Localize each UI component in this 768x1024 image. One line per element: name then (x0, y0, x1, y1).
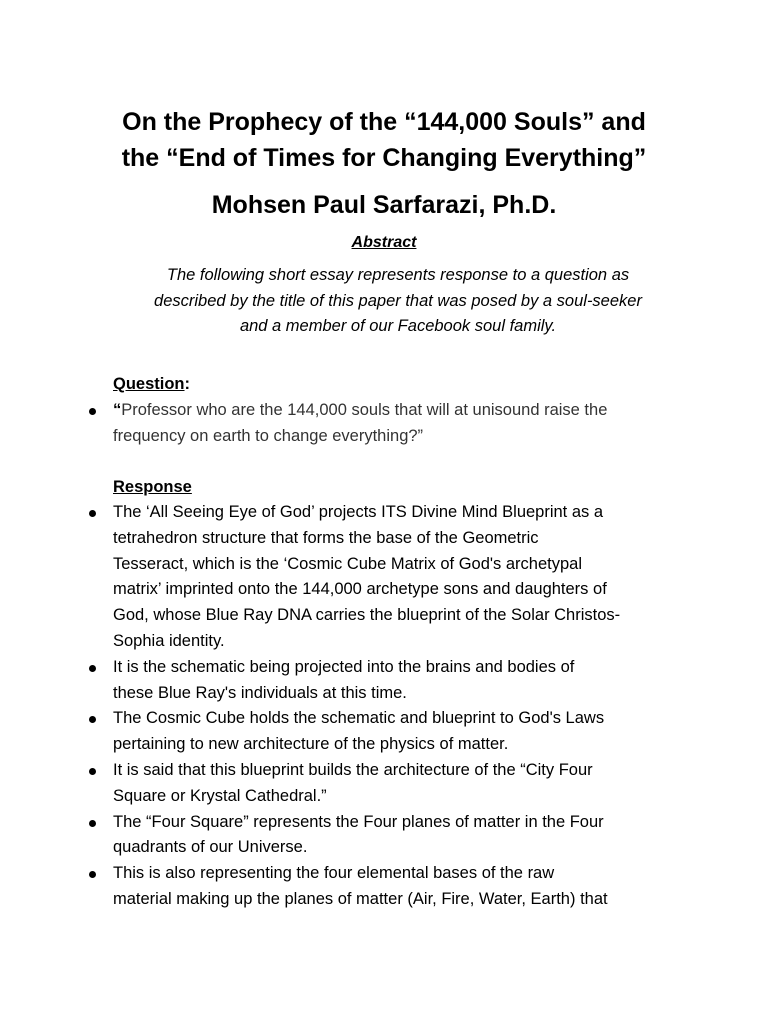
response-line: tetrahedron structure that forms the base of the Geometric (113, 528, 539, 547)
response-line: these Blue Ray's individuals at this time. (113, 683, 407, 702)
question-heading-label: Question (113, 375, 185, 393)
bullet-icon (89, 665, 96, 672)
response-heading-label: Response (113, 478, 192, 496)
response-line: It is said that this blueprint builds the architecture of the “City Four (113, 760, 593, 779)
response-line: It is the schematic being projected into the brains and bodies of (113, 657, 575, 676)
bullet-icon (89, 716, 96, 723)
abstract-text (118, 263, 678, 340)
response-line: The “Four Square” represents the Four planes of matter in the Four (113, 812, 604, 831)
response-line: quadrants of our Universe. (113, 838, 308, 857)
bullet-icon (89, 871, 96, 878)
title-line: the “End of Times for Changing Everything” (121, 144, 647, 172)
list-item (0, 861, 768, 913)
response-line: This is also representing the four elemental bases of the raw (113, 864, 555, 883)
bullet-icon (89, 820, 96, 827)
list-item (0, 758, 768, 810)
abstract-line: and a member of our Facebook soul family. (239, 317, 557, 335)
bullet-icon (89, 408, 96, 415)
response-line: The Cosmic Cube holds the schematic and blueprint to God's Laws (113, 709, 605, 728)
question-heading-colon: : (184, 375, 191, 393)
response-list (0, 500, 768, 913)
question-open-quote: “ (113, 401, 122, 419)
list-item (0, 500, 768, 655)
abstract-line: described by the title of this paper that was posed by a soul-seeker (154, 291, 642, 310)
response-line: Sophia identity. (113, 631, 225, 650)
response-line: Tesseract, which is the ‘Cosmic Cube Matrix of God's archetypal (113, 554, 582, 573)
response-line: Square or Krystal Cathedral.” (113, 786, 327, 805)
question-list (0, 398, 768, 450)
list-item (0, 810, 768, 862)
question-line (113, 398, 768, 424)
list-item (0, 655, 768, 707)
list-item (0, 706, 768, 758)
author-name: Mohsen Paul Sarfarazi, Ph.D. (211, 191, 557, 219)
question-line-text: Professor who are the 144,000 souls that will at unisound raise the (121, 401, 608, 419)
title-line: On the Prophecy of the “144,000 Souls” and (122, 108, 646, 136)
response-line: material making up the planes of matter (Air, Fire, Water, Earth) that (113, 889, 608, 908)
abstract-heading: Abstract (351, 234, 417, 251)
list-item (0, 398, 768, 450)
response-line: God, whose Blue Ray DNA carries the blueprint of the Solar Christos- (113, 606, 621, 625)
response-line: matrix’ imprinted onto the 144,000 archetype sons and daughters of (113, 580, 607, 599)
abstract-line: The following short essay represents response to a question as (166, 266, 630, 284)
bullet-icon (89, 768, 96, 775)
document-title (60, 104, 708, 176)
response-line: pertaining to new architecture of the physics of matter. (113, 735, 509, 754)
response-line: The ‘All Seeing Eye of God’ projects ITS Divine Mind Blueprint as a (113, 503, 604, 521)
question-heading (113, 373, 190, 395)
response-heading (113, 476, 192, 498)
bullet-icon (89, 510, 96, 517)
question-line: frequency on earth to change everything?” (113, 426, 424, 445)
